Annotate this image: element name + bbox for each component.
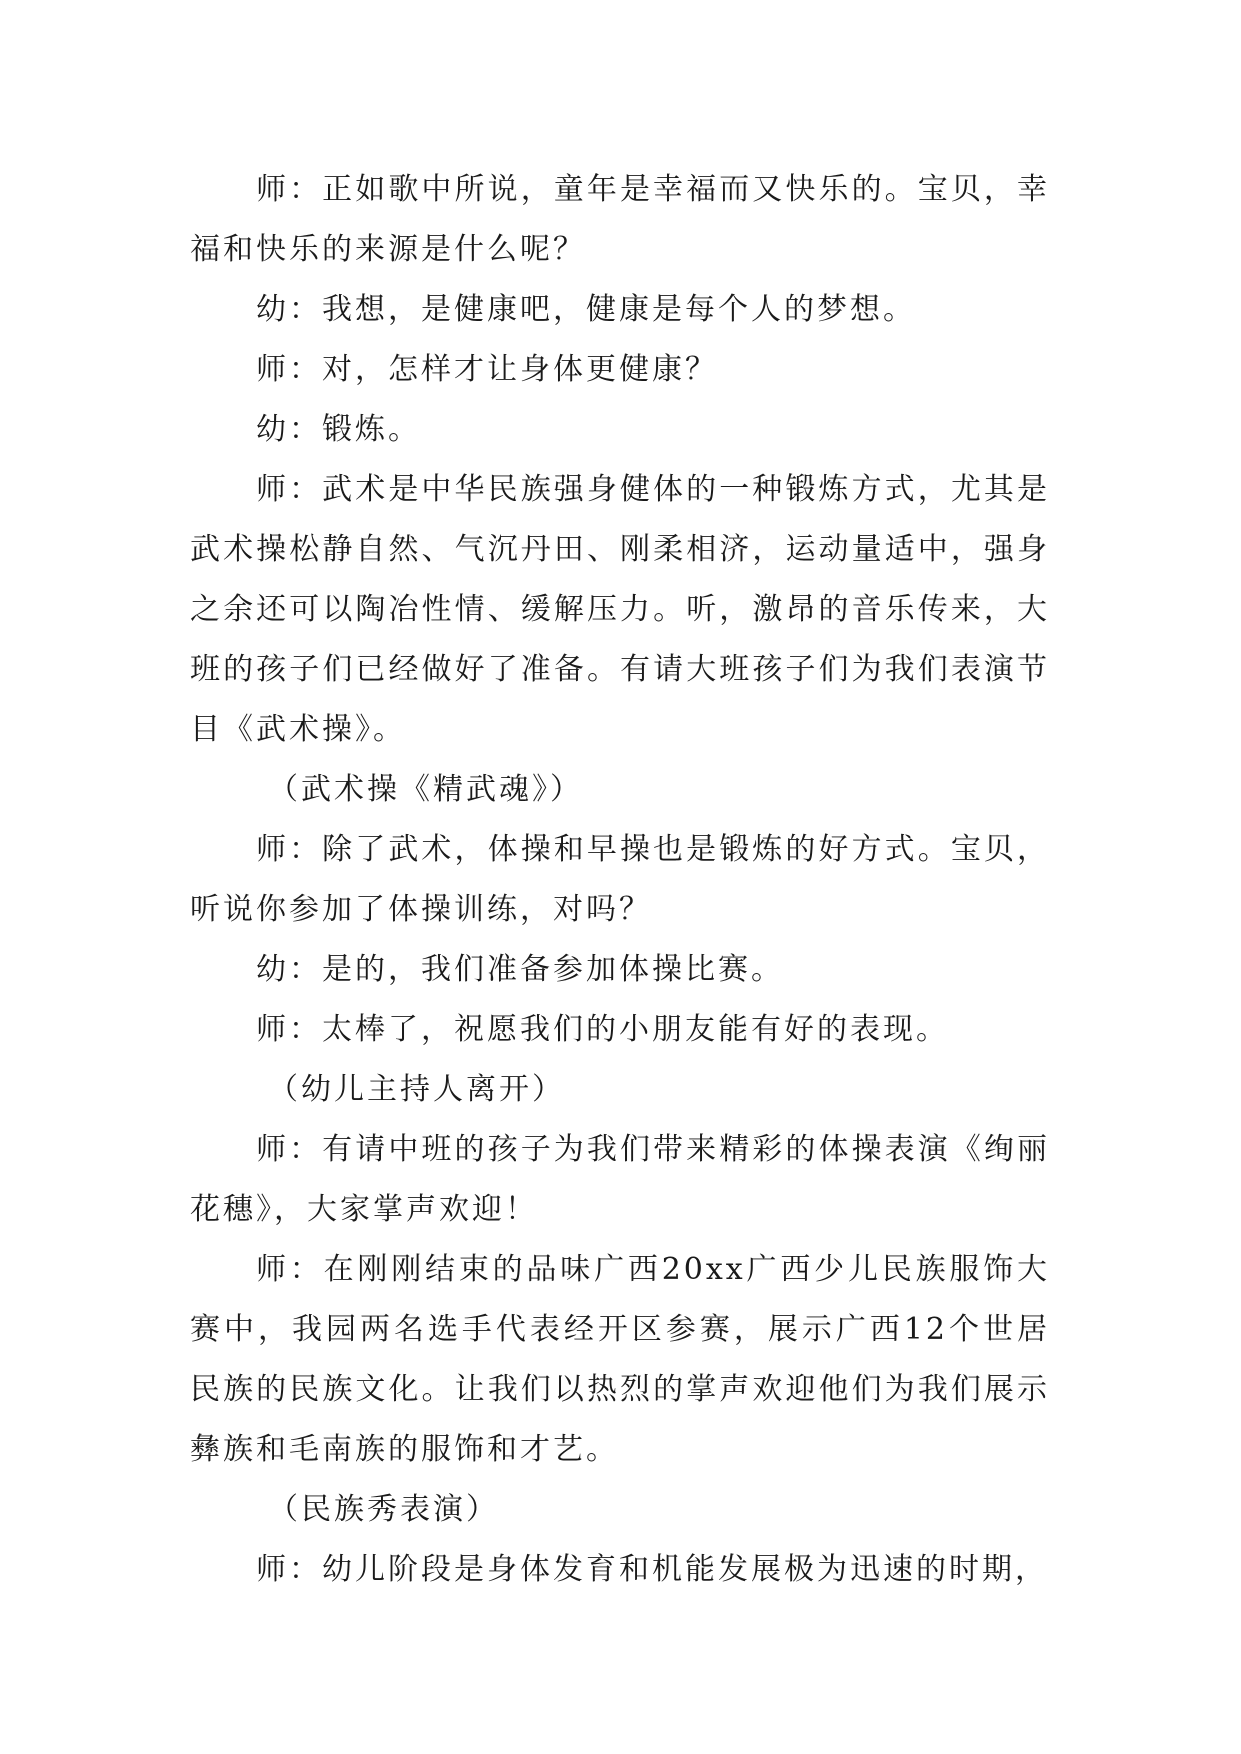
dialogue-paragraph: 幼：我想，是健康吧，健康是每个人的梦想。 bbox=[256, 292, 916, 327]
document-page bbox=[190, 160, 1050, 1600]
dialogue-paragraph: 师：对，怎样才让身体更健康？ bbox=[256, 352, 718, 387]
dialogue-paragraph: 师：正如歌中所说，童年是幸福而又快乐的。宝贝，幸福和快乐的来源是什么呢？ bbox=[190, 172, 1050, 267]
dialogue-paragraph: 师：太棒了，祝愿我们的小朋友能有好的表现。 bbox=[256, 1012, 949, 1047]
dialogue-paragraph: 幼：是的，我们准备参加体操比赛。 bbox=[256, 952, 784, 987]
stage-direction: （幼儿主持人离开） bbox=[268, 1072, 565, 1107]
dialogue-paragraph: 师：有请中班的孩子为我们带来精彩的体操表演《绚丽花穗》，大家掌声欢迎！ bbox=[190, 1132, 1050, 1227]
stage-direction: （民族秀表演） bbox=[268, 1492, 499, 1527]
dialogue-paragraph: 幼：锻炼。 bbox=[256, 412, 421, 447]
dialogue-paragraph: 师：在刚刚结束的品味广西20xx广西少儿民族服饰大赛中，我园两名选手代表经开区参赛，展示广西12个世居民族的民族文化。让我们以热烈的掌声欢迎他们为我们展示彝族和毛南族的服饰和才艺。 bbox=[190, 1252, 1050, 1467]
dialogue-paragraph: 师：除了武术，体操和早操也是锻炼的好方式。宝贝，听说你参加了体操训练，对吗？ bbox=[190, 832, 1050, 927]
dialogue-paragraph: 师：幼儿阶段是身体发育和机能发展极为迅速的时期， bbox=[256, 1552, 1048, 1587]
dialogue-paragraph: 师：武术是中华民族强身健体的一种锻炼方式，尤其是武术操松静自然、气沉丹田、刚柔相济，运动量适中，强身之余还可以陶冶性情、缓解压力。听，激昂的音乐传来，大班的孩子们已经做好了准备。有请大班孩子们为我们表演节目《武术操》。 bbox=[190, 472, 1050, 747]
stage-direction: （武术操《精武魂》） bbox=[268, 772, 583, 807]
